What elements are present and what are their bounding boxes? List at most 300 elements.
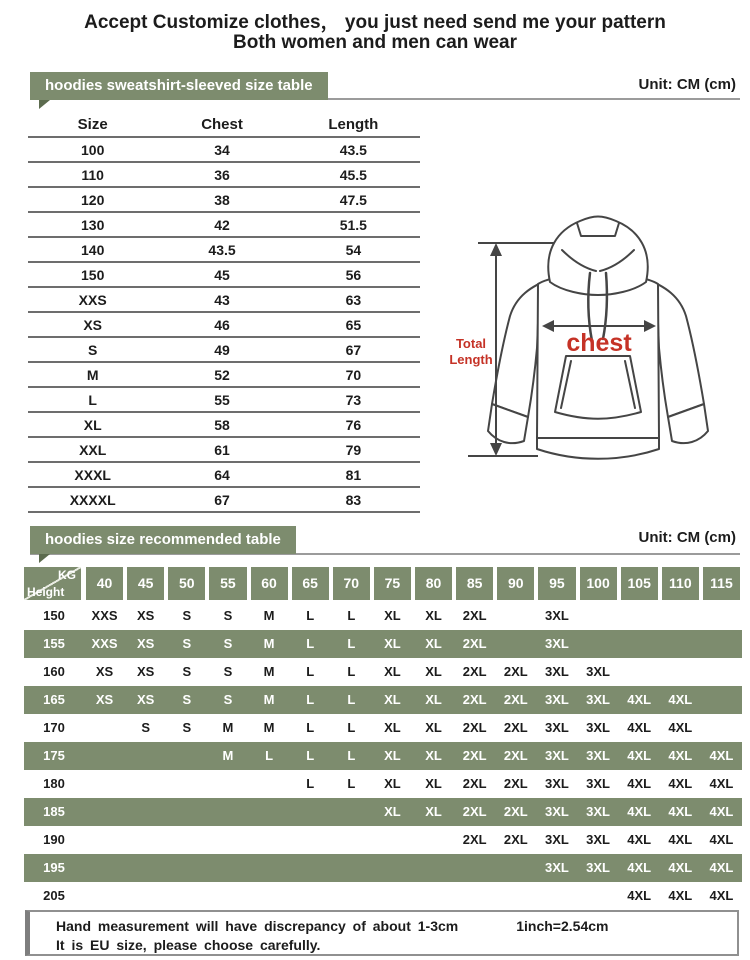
recommend-size-cell bbox=[249, 854, 290, 882]
recommend-size-cell bbox=[701, 630, 742, 658]
recommend-size-cell: XL bbox=[425, 608, 442, 623]
length-cell: 81 bbox=[345, 466, 362, 483]
recommend-size-cell bbox=[125, 826, 166, 854]
recommend-row bbox=[24, 882, 742, 910]
recommend-table bbox=[24, 567, 742, 910]
size-cell: M bbox=[86, 366, 99, 383]
size-cell: XS bbox=[83, 316, 103, 333]
recommend-size-cell: S bbox=[182, 664, 192, 679]
recommend-size-cell bbox=[372, 882, 413, 910]
recommend-size-cell: 3XL bbox=[586, 748, 610, 763]
size-cell: XXL bbox=[79, 441, 107, 458]
size-table-row bbox=[28, 388, 420, 413]
recommend-size-cell: L bbox=[306, 608, 315, 623]
recommend-size-cell: 2XL bbox=[462, 608, 487, 623]
height-cell: 205 bbox=[43, 888, 65, 903]
recommend-size-cell: M bbox=[263, 608, 275, 623]
recommend-size-cell: 2XL bbox=[462, 664, 487, 679]
heading-line-2: Both women and men can wear bbox=[233, 32, 517, 53]
height-label: Height bbox=[27, 585, 65, 599]
recommend-size-cell bbox=[84, 714, 125, 742]
recommend-size-cell bbox=[166, 826, 207, 854]
recommend-size-cell: 3XL bbox=[545, 860, 569, 875]
weight-header-row bbox=[24, 567, 742, 600]
hood bbox=[548, 217, 647, 296]
recommend-size-cell bbox=[413, 882, 454, 910]
weight-header-cell: 80 bbox=[415, 567, 452, 600]
recommend-size-cell: 4XL bbox=[709, 888, 734, 903]
recommend-size-cell: L bbox=[347, 692, 356, 707]
recommend-size-cell: 4XL bbox=[709, 748, 734, 763]
recommend-size-cell bbox=[166, 770, 207, 798]
height-cell: 180 bbox=[43, 776, 65, 791]
chest-cell: 43.5 bbox=[208, 241, 236, 258]
size-table-row bbox=[28, 463, 420, 488]
recommend-size-cell: XS bbox=[137, 692, 155, 707]
recommend-size-cell bbox=[249, 770, 290, 798]
recommend-size-cell bbox=[207, 770, 248, 798]
recommend-size-cell bbox=[84, 882, 125, 910]
chest-cell: 42 bbox=[214, 216, 230, 233]
size-cell: XXS bbox=[78, 291, 107, 308]
size-cell: 130 bbox=[81, 216, 105, 233]
recommend-size-cell bbox=[84, 854, 125, 882]
recommend-size-cell: L bbox=[347, 776, 356, 791]
recommend-size-cell: XL bbox=[384, 664, 401, 679]
chest-column-header: Chest bbox=[201, 115, 243, 133]
weight-header-cell: 90 bbox=[497, 567, 534, 600]
weight-header-cell: 85 bbox=[456, 567, 493, 600]
recommend-size-cell: 3XL bbox=[545, 748, 569, 763]
recommend-size-cell bbox=[331, 882, 372, 910]
recommend-size-cell: 3XL bbox=[545, 720, 569, 735]
recommend-size-cell bbox=[495, 854, 536, 882]
size-cell: XXXL bbox=[74, 466, 111, 483]
recommend-size-cell: S bbox=[223, 692, 233, 707]
weight-header-cell: 100 bbox=[580, 567, 617, 600]
recommend-size-cell: M bbox=[222, 748, 234, 763]
recommend-size-cell bbox=[125, 882, 166, 910]
recommend-size-cell bbox=[578, 602, 619, 630]
size-table bbox=[28, 112, 420, 513]
recommend-size-cell bbox=[372, 826, 413, 854]
recommend-size-cell: 4XL bbox=[668, 804, 693, 819]
chest-cell: 61 bbox=[214, 441, 230, 458]
recommend-size-cell bbox=[84, 770, 125, 798]
size-table-row bbox=[28, 488, 420, 513]
size-cell: XL bbox=[83, 416, 102, 433]
note-line-2: It is EU size, please choose carefully. bbox=[56, 937, 321, 953]
chest-cell: 46 bbox=[214, 316, 230, 333]
weight-header-cell: 55 bbox=[209, 567, 246, 600]
chest-cell: 38 bbox=[214, 191, 230, 208]
recommend-size-cell bbox=[660, 630, 701, 658]
recommend-size-cell bbox=[619, 602, 660, 630]
recommend-size-cell: L bbox=[347, 664, 356, 679]
length-cell: 54 bbox=[345, 241, 362, 258]
recommend-size-cell: XS bbox=[95, 664, 114, 679]
height-cell: 160 bbox=[43, 664, 65, 679]
recommend-size-cell: 2XL bbox=[503, 664, 528, 679]
size-cell: L bbox=[88, 391, 97, 408]
recommend-size-cell: 3XL bbox=[545, 832, 569, 847]
recommend-size-cell: 2XL bbox=[462, 748, 487, 763]
recommend-size-cell bbox=[207, 826, 248, 854]
size-table-body bbox=[28, 138, 420, 513]
chest-cell: 36 bbox=[214, 166, 230, 183]
recommend-size-cell bbox=[660, 658, 701, 686]
size-table-row bbox=[28, 238, 420, 263]
size-table-row bbox=[28, 213, 420, 238]
chest-cell: 43 bbox=[214, 291, 230, 308]
length-cell: 76 bbox=[345, 416, 362, 433]
recommend-size-cell: M bbox=[263, 664, 275, 679]
length-cell: 43.5 bbox=[339, 141, 367, 158]
recommend-row bbox=[24, 742, 742, 770]
size-table-row bbox=[28, 438, 420, 463]
recommend-size-cell: S bbox=[182, 692, 192, 707]
weight-header-cell: 75 bbox=[374, 567, 411, 600]
recommend-size-cell bbox=[290, 854, 331, 882]
length-cell: 73 bbox=[345, 391, 362, 408]
recommend-size-cell: 3XL bbox=[545, 608, 569, 623]
length-cell: 45.5 bbox=[339, 166, 367, 183]
recommend-size-cell bbox=[701, 714, 742, 742]
section2-unit-label: Unit: CM (cm) bbox=[638, 529, 736, 546]
heading-line-1: Accept Customize clothes， you just need send me your pattern bbox=[84, 12, 666, 33]
length-cell: 70 bbox=[345, 366, 362, 383]
recommend-size-cell: XL bbox=[425, 720, 442, 735]
recommend-size-cell: 2XL bbox=[462, 636, 487, 651]
recommend-size-cell: S bbox=[223, 608, 233, 623]
size-column-header: Size bbox=[77, 115, 108, 133]
recommend-size-cell: XL bbox=[425, 692, 442, 707]
chest-label: chest bbox=[566, 329, 632, 357]
recommend-size-cell: M bbox=[222, 720, 234, 735]
recommend-size-cell: 2XL bbox=[462, 832, 487, 847]
recommend-size-cell bbox=[701, 658, 742, 686]
recommend-size-cell: 4XL bbox=[709, 860, 734, 875]
recommend-size-cell: 4XL bbox=[668, 748, 693, 763]
chest-cell: 58 bbox=[214, 416, 230, 433]
recommend-size-cell: S bbox=[141, 720, 151, 735]
recommend-size-cell: 2XL bbox=[462, 776, 487, 791]
recommend-row bbox=[24, 602, 742, 630]
recommend-size-cell bbox=[660, 602, 701, 630]
size-table-row bbox=[28, 163, 420, 188]
weight-header-cell: 70 bbox=[333, 567, 370, 600]
recommend-size-cell: 2XL bbox=[503, 804, 528, 819]
recommend-size-cell: XL bbox=[384, 692, 401, 707]
recommend-size-cell bbox=[290, 798, 331, 826]
height-cell: 190 bbox=[43, 832, 65, 847]
size-cell: 140 bbox=[81, 241, 105, 258]
kangaroo-pocket bbox=[555, 356, 641, 419]
recommend-row bbox=[24, 826, 742, 854]
recommend-size-cell: 4XL bbox=[627, 888, 652, 903]
recommend-size-cell: XS bbox=[95, 692, 114, 707]
length-cell: 63 bbox=[345, 291, 362, 308]
size-cell: 110 bbox=[81, 166, 104, 183]
recommend-size-cell bbox=[249, 798, 290, 826]
recommend-size-cell: 4XL bbox=[627, 748, 652, 763]
kg-height-corner-cell bbox=[24, 567, 81, 600]
recommend-size-cell: M bbox=[263, 692, 275, 707]
recommend-size-cell: XS bbox=[137, 664, 155, 679]
recommend-size-cell bbox=[290, 882, 331, 910]
recommend-table-body bbox=[24, 602, 742, 910]
recommend-size-cell: M bbox=[263, 720, 275, 735]
weight-header-cell: 65 bbox=[292, 567, 329, 600]
weight-header-cell: 40 bbox=[86, 567, 123, 600]
recommend-size-cell: 4XL bbox=[668, 860, 693, 875]
recommend-row bbox=[24, 630, 742, 658]
length-cell: 56 bbox=[345, 266, 362, 283]
recommend-size-cell: L bbox=[306, 748, 315, 763]
height-cell: 185 bbox=[43, 804, 65, 819]
recommend-size-cell: XS bbox=[137, 636, 155, 651]
recommend-size-cell bbox=[536, 882, 577, 910]
recommend-size-cell: XS bbox=[137, 608, 155, 623]
weight-header-cell: 105 bbox=[621, 567, 658, 600]
recommend-size-cell bbox=[495, 630, 536, 658]
recommend-size-cell: 4XL bbox=[627, 692, 652, 707]
size-table-row bbox=[28, 363, 420, 388]
recommend-size-cell bbox=[249, 826, 290, 854]
hoodie-drawing bbox=[438, 198, 750, 510]
recommend-size-cell bbox=[125, 742, 166, 770]
recommend-size-cell bbox=[372, 854, 413, 882]
recommend-size-cell: 4XL bbox=[627, 832, 652, 847]
recommend-size-cell: 4XL bbox=[627, 720, 652, 735]
weight-header-cell: 115 bbox=[703, 567, 740, 600]
height-cell: 150 bbox=[43, 608, 65, 623]
recommend-size-cell: 3XL bbox=[586, 804, 610, 819]
chest-cell: 52 bbox=[214, 366, 230, 383]
recommend-size-cell: XL bbox=[384, 608, 401, 623]
height-cell: 165 bbox=[43, 692, 65, 707]
kg-label: KG bbox=[58, 568, 76, 582]
recommend-size-cell bbox=[84, 798, 125, 826]
recommend-size-cell: 2XL bbox=[462, 692, 487, 707]
recommend-size-cell: 3XL bbox=[545, 664, 569, 679]
recommend-size-cell bbox=[290, 826, 331, 854]
recommend-size-cell: M bbox=[263, 636, 275, 651]
chest-cell: 34 bbox=[214, 141, 230, 158]
recommend-size-cell: 3XL bbox=[586, 832, 610, 847]
recommend-size-cell: XL bbox=[425, 776, 442, 791]
height-cell: 170 bbox=[43, 720, 65, 735]
recommend-size-cell bbox=[166, 882, 207, 910]
recommend-size-cell bbox=[578, 882, 619, 910]
length-cell: 79 bbox=[345, 441, 362, 458]
weight-header-cell: 50 bbox=[168, 567, 205, 600]
recommend-size-cell: L bbox=[306, 636, 315, 651]
recommend-size-cell: XL bbox=[425, 748, 442, 763]
recommend-size-cell bbox=[331, 826, 372, 854]
recommend-size-cell bbox=[125, 770, 166, 798]
recommend-size-cell: XXS bbox=[91, 608, 118, 623]
recommend-size-cell: 4XL bbox=[668, 692, 693, 707]
hem-band bbox=[537, 438, 659, 459]
recommend-size-cell: S bbox=[182, 636, 192, 651]
recommend-size-cell: 4XL bbox=[668, 720, 693, 735]
recommend-size-cell: 2XL bbox=[503, 776, 528, 791]
recommend-size-cell bbox=[578, 630, 619, 658]
height-cell: 195 bbox=[43, 860, 65, 875]
recommend-size-cell: XXS bbox=[91, 636, 118, 651]
recommend-size-cell: 2XL bbox=[503, 832, 528, 847]
section1-banner: hoodies sweatshirt-sleeved size table bbox=[30, 72, 328, 100]
size-table-row bbox=[28, 313, 420, 338]
recommend-size-cell: S bbox=[223, 636, 233, 651]
recommend-size-cell: L bbox=[306, 720, 315, 735]
recommend-size-cell: L bbox=[347, 748, 356, 763]
weight-header-cell: 60 bbox=[251, 567, 288, 600]
recommend-size-cell: XL bbox=[384, 636, 401, 651]
length-cell: 65 bbox=[345, 316, 362, 333]
recommend-size-cell bbox=[207, 798, 248, 826]
recommend-size-cell: XL bbox=[384, 720, 401, 735]
recommend-size-cell: S bbox=[182, 720, 192, 735]
recommend-size-cell: L bbox=[306, 776, 315, 791]
recommend-size-cell: L bbox=[347, 608, 356, 623]
recommend-size-cell: XL bbox=[384, 748, 401, 763]
recommend-size-cell bbox=[166, 854, 207, 882]
recommend-size-cell: 2XL bbox=[503, 720, 528, 735]
height-cell: 175 bbox=[43, 748, 65, 763]
recommend-size-cell bbox=[413, 854, 454, 882]
recommend-size-cell: 3XL bbox=[545, 804, 569, 819]
recommend-size-cell: 3XL bbox=[586, 776, 610, 791]
recommend-row bbox=[24, 770, 742, 798]
recommend-size-cell: L bbox=[306, 664, 315, 679]
recommend-size-cell: 2XL bbox=[462, 804, 487, 819]
recommend-size-cell bbox=[84, 826, 125, 854]
size-cell: 120 bbox=[81, 191, 105, 208]
recommend-size-cell bbox=[207, 882, 248, 910]
recommend-size-cell bbox=[125, 798, 166, 826]
note-box bbox=[25, 910, 739, 956]
chest-cell: 45 bbox=[214, 266, 230, 283]
recommend-row bbox=[24, 798, 742, 826]
recommend-size-cell: L bbox=[265, 748, 274, 763]
section2-banner: hoodies size recommended table bbox=[30, 526, 296, 554]
size-table-row bbox=[28, 288, 420, 313]
recommend-size-cell: L bbox=[347, 720, 356, 735]
total-length-label-line1: Total bbox=[455, 336, 487, 351]
recommend-size-cell bbox=[495, 602, 536, 630]
recommend-size-cell: 3XL bbox=[545, 776, 569, 791]
recommend-size-cell: 4XL bbox=[668, 832, 693, 847]
recommend-size-cell: 3XL bbox=[586, 692, 610, 707]
recommend-size-cell bbox=[701, 602, 742, 630]
size-cell: XXXXL bbox=[69, 491, 116, 508]
recommend-size-cell: L bbox=[306, 692, 315, 707]
recommend-size-cell: XL bbox=[384, 776, 401, 791]
recommend-size-cell bbox=[413, 826, 454, 854]
recommend-size-cell: 4XL bbox=[668, 888, 693, 903]
recommend-row bbox=[24, 658, 742, 686]
size-cell: S bbox=[88, 341, 98, 358]
recommend-size-cell: 4XL bbox=[627, 804, 652, 819]
weight-header-cell: 45 bbox=[127, 567, 164, 600]
size-table-header bbox=[28, 112, 420, 138]
size-table-row bbox=[28, 413, 420, 438]
recommend-size-cell: S bbox=[182, 608, 192, 623]
weight-header-cell: 95 bbox=[538, 567, 575, 600]
chest-cell: 55 bbox=[214, 391, 230, 408]
hoodie-diagram bbox=[438, 198, 750, 510]
recommend-size-cell: 3XL bbox=[545, 692, 569, 707]
recommend-size-cell: 2XL bbox=[503, 692, 528, 707]
size-table-row bbox=[28, 138, 420, 163]
recommend-size-cell bbox=[331, 854, 372, 882]
chest-cell: 67 bbox=[214, 491, 230, 508]
recommend-size-cell bbox=[331, 798, 372, 826]
length-cell: 51.5 bbox=[339, 216, 367, 233]
size-table-row bbox=[28, 338, 420, 363]
recommend-size-cell bbox=[454, 854, 495, 882]
recommend-size-cell bbox=[125, 854, 166, 882]
recommend-size-cell: 3XL bbox=[586, 664, 610, 679]
recommend-size-cell bbox=[166, 742, 207, 770]
recommend-size-cell: XL bbox=[425, 804, 442, 819]
recommend-size-cell bbox=[249, 882, 290, 910]
chest-cell: 64 bbox=[214, 466, 230, 483]
recommend-size-cell bbox=[619, 658, 660, 686]
recommend-size-cell bbox=[701, 686, 742, 714]
recommend-size-cell: 3XL bbox=[586, 860, 610, 875]
section1-unit-label: Unit: CM (cm) bbox=[638, 76, 736, 93]
recommend-row bbox=[24, 854, 742, 882]
size-cell: 100 bbox=[81, 141, 105, 158]
length-cell: 67 bbox=[345, 341, 362, 358]
recommend-size-cell: 4XL bbox=[627, 776, 652, 791]
recommend-size-cell: 4XL bbox=[627, 860, 652, 875]
recommend-size-cell: 3XL bbox=[545, 636, 569, 651]
length-cell: 83 bbox=[345, 491, 362, 508]
recommend-size-cell: XL bbox=[425, 664, 442, 679]
recommend-size-cell: 4XL bbox=[709, 804, 734, 819]
recommend-size-cell bbox=[619, 630, 660, 658]
recommend-size-cell: 4XL bbox=[709, 776, 734, 791]
length-cell: 47.5 bbox=[339, 191, 367, 208]
recommend-row bbox=[24, 686, 742, 714]
recommend-size-cell bbox=[207, 854, 248, 882]
recommend-size-cell bbox=[166, 798, 207, 826]
recommend-size-cell: XL bbox=[425, 636, 442, 651]
recommend-size-cell: 2XL bbox=[503, 748, 528, 763]
recommend-size-cell: 3XL bbox=[586, 720, 610, 735]
weight-header-cell: 110 bbox=[662, 567, 699, 600]
total-length-label-line2: Length bbox=[449, 352, 493, 367]
recommend-size-cell: 4XL bbox=[668, 776, 693, 791]
recommend-size-cell bbox=[84, 742, 125, 770]
recommend-size-cell: 2XL bbox=[462, 720, 487, 735]
length-column-header: Length bbox=[328, 115, 379, 133]
height-cell: 155 bbox=[43, 636, 65, 651]
size-table-row bbox=[28, 263, 420, 288]
note-line-1 bbox=[56, 917, 737, 936]
recommend-size-cell: S bbox=[223, 664, 233, 679]
note-conversion-text: 1inch=2.54cm bbox=[516, 918, 609, 934]
recommend-size-cell bbox=[495, 882, 536, 910]
recommend-size-cell: 4XL bbox=[709, 832, 734, 847]
recommend-size-cell: XL bbox=[384, 804, 401, 819]
recommend-size-cell: L bbox=[347, 636, 356, 651]
recommend-size-cell bbox=[454, 882, 495, 910]
